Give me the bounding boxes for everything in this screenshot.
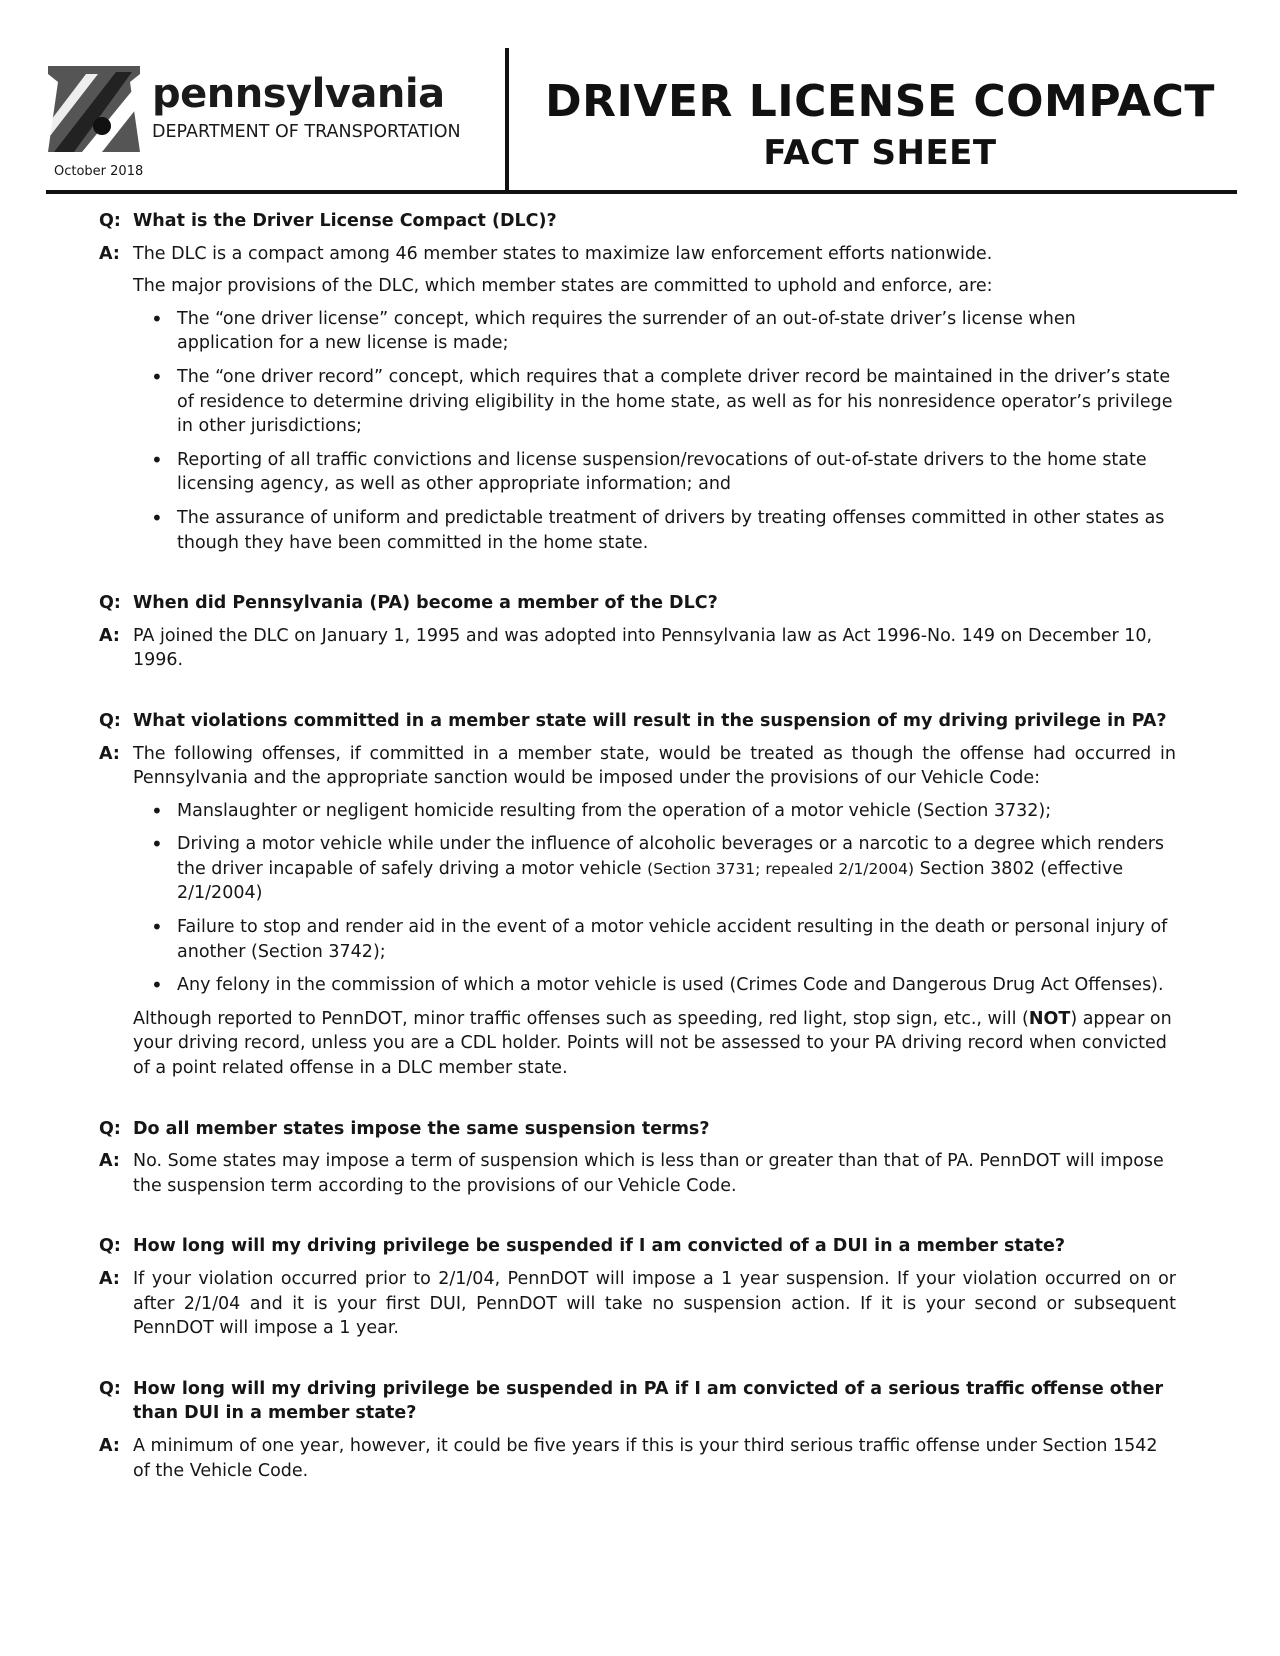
- faq-item: [99, 591, 1176, 673]
- faq-item: [99, 1377, 1176, 1483]
- question-label: Q:: [99, 593, 121, 614]
- question-text: How long will my driving privilege be suspended in PA if I am convicted of a serious traffic offense other than DUI in a member state?: [133, 1378, 1164, 1424]
- document-date: October 2018: [54, 164, 144, 179]
- answer-label: A:: [99, 1151, 120, 1172]
- brand-name: pennsylvania: [152, 71, 445, 117]
- note-emphasis: NOT: [1028, 1008, 1071, 1029]
- answer-label: A:: [99, 743, 120, 764]
- header-vertical-divider: [505, 48, 509, 191]
- document-title: DRIVER LICENSE COMPACT: [545, 76, 1215, 127]
- note-text: Although reported to PennDOT, minor traffic offenses such as speeding, red light, stop sign, etc., will (: [133, 1008, 1029, 1029]
- answer-label: A:: [99, 625, 120, 646]
- answer-text: No. Some states may impose a term of suspension which is less than or greater than that of PA. PennDOT will impose the suspension term according to the provisions of our Vehicle Code.: [133, 1151, 1164, 1196]
- note-text-end: ) appear on your driving record, unless you are a CDL holder. Points will not be assessed to your PA driving record when convicted of a point related offense in a DLC member state.: [133, 1008, 1172, 1079]
- answer-label: A:: [99, 1435, 120, 1456]
- keystone-logo-icon: [46, 64, 146, 154]
- question-label: Q:: [99, 211, 121, 231]
- answer-label: A:: [99, 1269, 120, 1289]
- list-item: • Any felony in the commission of which a motor vehicle is used (Crimes Code and Dangerous Drug Act Offenses).: [133, 973, 1176, 998]
- answer-text: The following offenses, if committed in a member state, would be treated as though the offense had occurred in Pennsylvania and the appropriate sanction would be imposed under the provisions of our Vehicle Code:: [133, 743, 1176, 789]
- answer-text: If your violation occurred prior to 2/1/04, PennDOT will impose a 1 year suspension. If your violation occurred on or after 2/1/04 and it is your first DUI, PennDOT will take no suspension action. If it is your second or subsequent PennDOT will impose a 1 year.: [133, 1269, 1176, 1339]
- list-item: • The assurance of uniform and predictable treatment of drivers by treating offenses committed in other states as though they have been committed in the home state.: [133, 506, 1176, 555]
- document-subtitle: FACT SHEET: [763, 133, 997, 173]
- question-text: When did Pennsylvania (PA) become a member of the DLC?: [133, 593, 718, 614]
- repealed-note: (Section 3731; repealed 2/1/2004): [647, 859, 915, 878]
- question-label: Q:: [99, 1118, 121, 1139]
- question-text: What is the Driver License Compact (DLC)?: [133, 211, 557, 231]
- answer-label: A:: [99, 243, 120, 264]
- list-item: • Failure to stop and render aid in the event of a motor vehicle accident resulting in the death or personal injury of another (Section 3742);: [133, 915, 1176, 964]
- answer-text: PA joined the DLC on January 1, 1995 and was adopted into Pennsylvania law as Act 1996-No. 149 on December 10, 1996.: [133, 625, 1153, 671]
- department-name: DEPARTMENT OF TRANSPORTATION: [152, 122, 461, 142]
- list-item: • Reporting of all traffic convictions and license suspension/revocations of out-of-state drivers to the home state licensing agency, as well as other appropriate information; and: [133, 448, 1176, 497]
- faq-item: [99, 209, 1176, 555]
- list-item: [133, 832, 1176, 906]
- list-item: • The “one driver record” concept, which requires that a complete driver record be maintained in the driver’s state of residence to determine driving eligibility in the home state, as well as for his nonresidence operator’s privilege in other jurisdictions;: [133, 365, 1176, 439]
- dui-text: Driving a motor vehicle while under the influence of alcoholic beverages or a narcotic to a degree which renders the driver incapable of safely driving a motor vehicle: [177, 834, 1165, 879]
- minor-offense-note: [133, 1007, 1176, 1081]
- answer-text: A minimum of one year, however, it could be five years if this is your third serious traffic offense under Section 1542 of the Vehicle Code.: [133, 1435, 1158, 1481]
- faq-item: [99, 1234, 1176, 1340]
- question-label: Q:: [99, 710, 121, 731]
- offenses-list: [133, 799, 1176, 998]
- question-label: Q:: [99, 1378, 121, 1399]
- answer-intro: The major provisions of the DLC, which member states are committed to uphold and enforce, are:: [133, 276, 993, 297]
- faq-item: [99, 709, 1176, 1081]
- faq-item: [99, 1117, 1176, 1199]
- header-horizontal-divider: [46, 190, 1237, 194]
- provisions-list: [133, 307, 1176, 555]
- question-text: Do all member states impose the same suspension terms?: [133, 1118, 710, 1139]
- list-item: • Manslaughter or negligent homicide resulting from the operation of a motor vehicle (Section 3732);: [133, 799, 1176, 824]
- question-text: How long will my driving privilege be suspended if I am convicted of a DUI in a member state?: [133, 1236, 1066, 1257]
- answer-text: The DLC is a compact among 46 member states to maximize law enforcement efforts nationwide.: [133, 243, 993, 264]
- faq-content: [99, 209, 1176, 1519]
- page-header: [0, 0, 1280, 200]
- question-label: Q:: [99, 1236, 121, 1257]
- question-text: What violations committed in a member state will result in the suspension of my driving privilege in PA?: [133, 710, 1167, 731]
- dui-effective-text: Section 3802 (effective 2/1/2004): [177, 858, 1124, 904]
- list-item: • The “one driver license” concept, which requires the surrender of an out-of-state driver’s license when application for a new license is made;: [133, 307, 1176, 356]
